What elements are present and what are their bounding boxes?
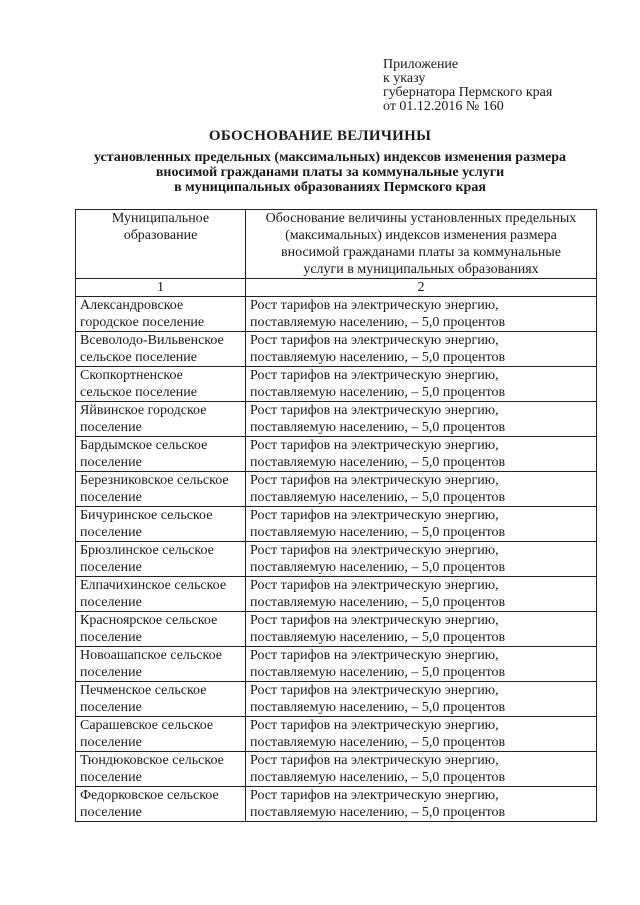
municipality-cell-line: Елпачихинское сельское	[80, 578, 227, 593]
table-row	[76, 787, 597, 822]
justification-cell-line: Рост тарифов на электрическую энергию,	[250, 543, 499, 558]
justification-cell	[246, 507, 597, 542]
table-header-row	[76, 210, 597, 279]
column-number-row	[76, 279, 597, 297]
header-cell-municipality: Муниципальное образование	[76, 210, 246, 279]
justification-cell-line: Рост тарифов на электрическую энергию,	[250, 578, 499, 593]
appendix-date-line: от 01.12.2016 № 160	[383, 99, 504, 114]
appendix-line: к указу	[383, 71, 426, 86]
table-row	[76, 682, 597, 717]
appendix-line: губернатора Пермского края	[383, 85, 553, 100]
municipality-cell-line: Александровское	[80, 298, 184, 313]
municipality-cell-line: Бичуринское сельское	[80, 508, 213, 523]
column-number: 1	[76, 279, 246, 297]
justification-cell-line: поставляемую населению, – 5,0 процентов	[250, 315, 506, 330]
justification-cell-line: Рост тарифов на электрическую энергию,	[250, 753, 499, 768]
justification-cell	[246, 577, 597, 612]
municipality-cell-line: сельское поселение	[80, 350, 197, 365]
table-row	[76, 437, 597, 472]
table-row	[76, 752, 597, 787]
municipality-cell	[76, 787, 246, 822]
municipality-cell-line: Сарашевское сельское	[80, 718, 214, 733]
justification-cell-line: поставляемую населению, – 5,0 процентов	[250, 560, 506, 575]
municipality-cell-line: Яйвинское городское	[80, 403, 207, 418]
justification-cell-line: поставляемую населению, – 5,0 процентов	[250, 665, 506, 680]
municipality-cell	[76, 647, 246, 682]
municipality-cell	[76, 297, 246, 332]
municipality-cell	[76, 717, 246, 752]
municipality-cell	[76, 437, 246, 472]
justification-table	[75, 209, 597, 822]
justification-cell-line: Рост тарифов на электрическую энергию,	[250, 403, 499, 418]
justification-cell-line: Рост тарифов на электрическую энергию,	[250, 683, 499, 698]
municipality-cell-line: поселение	[80, 560, 142, 575]
municipality-cell-line: поселение	[80, 770, 142, 785]
municipality-cell-line: поселение	[80, 700, 142, 715]
justification-cell	[246, 367, 597, 402]
justification-cell-line: Рост тарифов на электрическую энергию,	[250, 438, 499, 453]
table-row	[76, 717, 597, 752]
municipality-cell	[76, 332, 246, 367]
municipality-cell	[76, 612, 246, 647]
municipality-cell	[76, 542, 246, 577]
municipality-cell	[76, 507, 246, 542]
justification-cell-line: поставляемую населению, – 5,0 процентов	[250, 350, 506, 365]
table-row	[76, 297, 597, 332]
municipality-cell	[76, 752, 246, 787]
justification-cell-line: Рост тарифов на электрическую энергию,	[250, 368, 499, 383]
justification-cell-line: поставляемую населению, – 5,0 процентов	[250, 385, 506, 400]
justification-cell	[246, 717, 597, 752]
municipality-cell-line: сельское поселение	[80, 385, 197, 400]
municipality-cell-line: поселение	[80, 735, 142, 750]
municipality-cell-line: Красноярское сельское	[80, 613, 218, 628]
justification-cell-line: Рост тарифов на электрическую энергию,	[250, 788, 499, 803]
municipality-cell-line: Федорковское сельское	[80, 788, 219, 803]
table-row	[76, 367, 597, 402]
justification-cell	[246, 437, 597, 472]
justification-cell-line: Рост тарифов на электрическую энергию,	[250, 473, 499, 488]
justification-cell	[246, 682, 597, 717]
justification-cell	[246, 612, 597, 647]
municipality-cell-line: поселение	[80, 525, 142, 540]
justification-cell-line: поставляемую населению, – 5,0 процентов	[250, 595, 506, 610]
justification-cell	[246, 297, 597, 332]
document-title: ОБОСНОВАНИЕ ВЕЛИЧИНЫ	[208, 128, 432, 144]
justification-cell-line: Рост тарифов на электрическую энергию,	[250, 613, 499, 628]
justification-cell	[246, 402, 597, 437]
table-row	[76, 507, 597, 542]
municipality-cell-line: Бардымское сельское	[80, 438, 208, 453]
municipality-cell-line: поселение	[80, 455, 142, 470]
justification-cell-line: поставляемую населению, – 5,0 процентов	[250, 700, 506, 715]
appendix-block	[383, 58, 552, 114]
justification-cell-line: поставляемую населению, – 5,0 процентов	[250, 455, 506, 470]
justification-cell-line: поставляемую населению, – 5,0 процентов	[250, 490, 506, 505]
municipality-cell-line: поселение	[80, 665, 142, 680]
municipality-cell	[76, 682, 246, 717]
municipality-cell-line: Тюндюковское сельское	[80, 753, 224, 768]
justification-cell-line: поставляемую населению, – 5,0 процентов	[250, 630, 506, 645]
municipality-cell-line: поселение	[80, 805, 142, 820]
justification-cell	[246, 332, 597, 367]
justification-cell-line: Рост тарифов на электрическую энергию,	[250, 333, 499, 348]
column-number: 2	[246, 279, 597, 297]
municipality-cell-line: Скопкортненское	[80, 368, 183, 383]
justification-cell-line: Рост тарифов на электрическую энергию,	[250, 298, 499, 313]
municipality-cell-line: Новоашапское сельское	[80, 648, 222, 663]
header-cell-justification: Обоснование величины установленных предельных (максимальных) индексов изменения размера вносимой гражданами платы за коммунальные услуги в муниципальных образованиях	[246, 210, 597, 279]
municipality-cell-line: городское поселение	[80, 315, 205, 330]
justification-cell	[246, 752, 597, 787]
table-row	[76, 542, 597, 577]
municipality-cell-line: Всеволодо-Вильвенское	[80, 333, 224, 348]
municipality-cell	[76, 472, 246, 507]
table-row	[76, 612, 597, 647]
appendix-line: Приложение	[383, 57, 459, 72]
justification-cell-line: Рост тарифов на электрическую энергию,	[250, 648, 499, 663]
subtitle-line: установленных предельных (максимальных) индексов изменения размера	[93, 150, 567, 165]
subtitle-line: в муниципальных образованиях Пермского края	[174, 180, 486, 195]
table-row	[76, 647, 597, 682]
municipality-cell	[76, 367, 246, 402]
municipality-cell-line: Печменское сельское	[80, 683, 207, 698]
document-subtitle	[70, 150, 590, 195]
municipality-cell-line: поселение	[80, 420, 142, 435]
justification-cell-line: поставляемую населению, – 5,0 процентов	[250, 805, 506, 820]
municipality-cell	[76, 577, 246, 612]
justification-cell-line: поставляемую населению, – 5,0 процентов	[250, 735, 506, 750]
justification-cell-line: Рост тарифов на электрическую энергию,	[250, 508, 499, 523]
justification-cell	[246, 542, 597, 577]
justification-cell-line: Рост тарифов на электрическую энергию,	[250, 718, 499, 733]
municipality-cell-line: Брюзлинское сельское	[80, 543, 214, 558]
table-row	[76, 402, 597, 437]
table-row	[76, 332, 597, 367]
justification-cell	[246, 647, 597, 682]
justification-cell-line: поставляемую населению, – 5,0 процентов	[250, 525, 506, 540]
municipality-cell-line: поселение	[80, 595, 142, 610]
justification-cell	[246, 472, 597, 507]
municipality-cell-line: поселение	[80, 490, 142, 505]
subtitle-line: вносимой гражданами платы за коммунальные услуги	[155, 165, 505, 180]
municipality-cell-line: поселение	[80, 630, 142, 645]
justification-cell	[246, 787, 597, 822]
table-row	[76, 577, 597, 612]
municipality-cell	[76, 402, 246, 437]
table-row	[76, 472, 597, 507]
justification-cell-line: поставляемую населению, – 5,0 процентов	[250, 420, 506, 435]
justification-cell-line: поставляемую населению, – 5,0 процентов	[250, 770, 506, 785]
municipality-cell-line: Березниковское сельское	[80, 473, 229, 488]
